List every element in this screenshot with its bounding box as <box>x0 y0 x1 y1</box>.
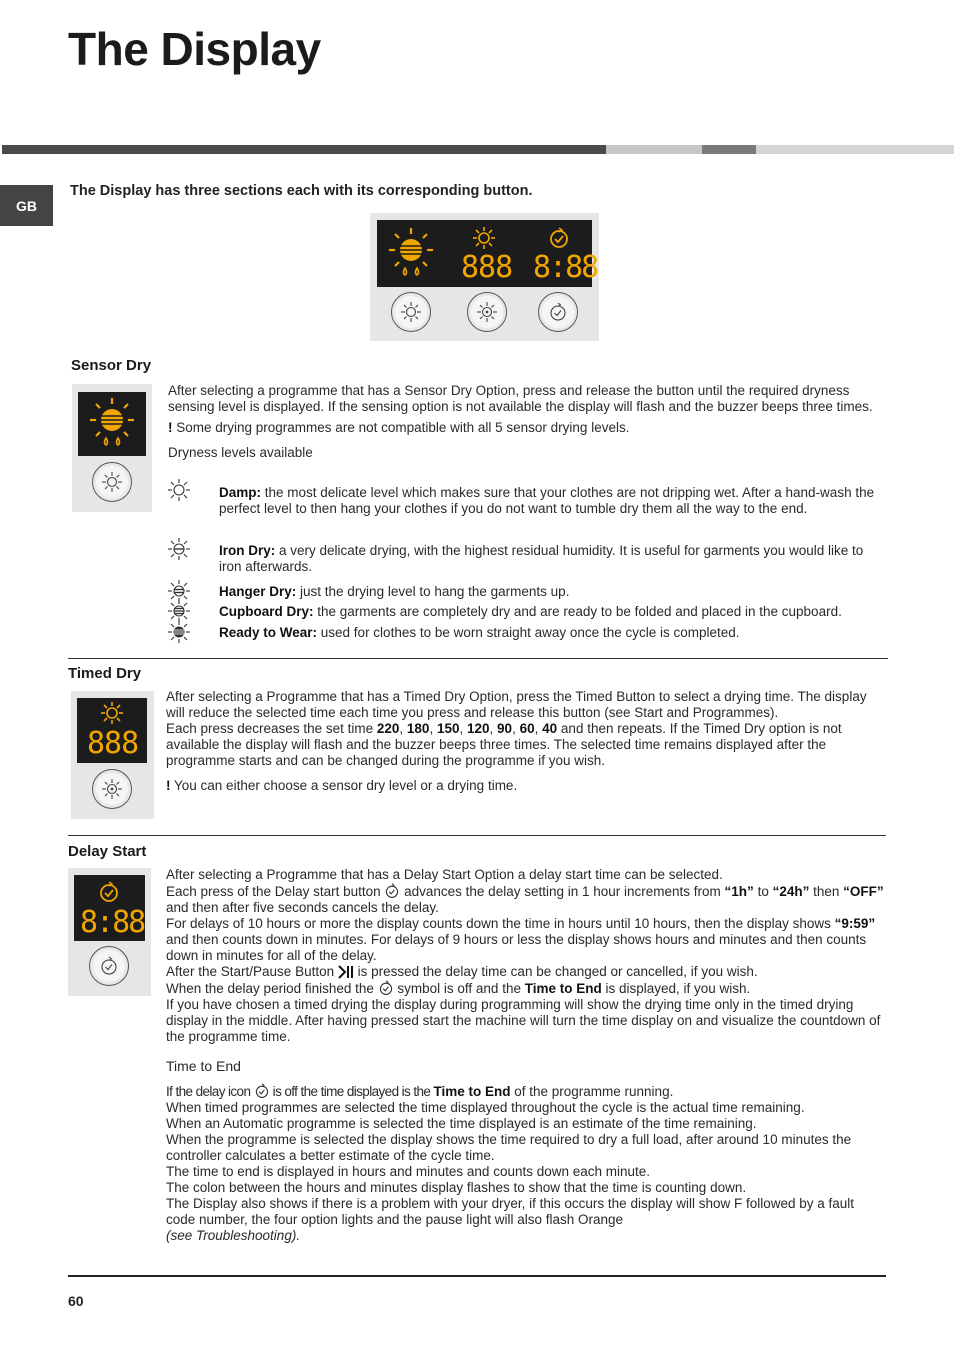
sensor-note <box>168 420 886 436</box>
time-value: 90 <box>497 721 513 736</box>
time-to-end-title: Time to End <box>166 1058 241 1074</box>
page-number: 60 <box>68 1293 84 1309</box>
sun-icon <box>102 779 122 799</box>
sensor-panel <box>72 384 152 512</box>
timed-paragraph-1: After selecting a Programme that has a Timed Dry Option, press the Timed Button to select a drying time. The display will reduce the selected time each time you press and release this button (see Start and Programmes). <box>166 689 867 720</box>
sun-icon <box>401 302 421 322</box>
ready-to-wear-level-icon <box>168 621 190 643</box>
sun-icon <box>102 472 122 492</box>
clock-check-icon <box>254 1083 270 1099</box>
timed-screen <box>77 698 147 763</box>
level-name: Ready to Wear: <box>219 625 318 640</box>
dryness-levels-title: Dryness levels available <box>168 445 313 460</box>
delay-text: symbol is off and the <box>393 981 525 996</box>
sensor-dry-button[interactable] <box>92 462 132 502</box>
timed-display-digits: 888 <box>87 726 139 761</box>
level-desc: the most delicate level which makes sure that your clothes are not dripping wet. After a hand-wash the perfect level to then hang your clothes if you do not want to tumble dry them all the way to the end. <box>219 485 875 516</box>
level-desc: a very delicate drying, with the highest residual humidity. It is useful for garments you would like to iron afterwards. <box>219 543 864 574</box>
delay-value: “9:59” <box>834 916 876 931</box>
clock-check-icon <box>548 302 568 322</box>
timed-text: and then repeats. If the Timed Dry option is not available the display will flash and the buzzer beeps three times. The selected time remains displayed after the programme starts and can be changed during the programme if you wish. <box>166 721 842 768</box>
timed-display-sun-icon <box>101 702 123 724</box>
page-title: The Display <box>68 23 321 75</box>
delay-panel <box>68 868 151 996</box>
timed-description <box>166 689 886 794</box>
divider <box>68 835 886 836</box>
delay-text: then <box>809 884 844 899</box>
timed-note-text: You can either choose a sensor dry level or a drying time. <box>170 778 518 793</box>
timed-display-sun-icon <box>473 227 495 249</box>
timed-panel <box>71 691 154 819</box>
delay-text: advances the delay setting in 1 hour increments from <box>400 884 725 899</box>
header-bar-light-2 <box>756 145 954 154</box>
level-cupboard-dry <box>219 604 886 620</box>
timed-dry-button[interactable] <box>92 769 132 809</box>
tte-line-2: When timed programmes are selected the time displayed throughout the cycle is the actual time remaining. <box>166 1100 805 1115</box>
sensor-dry-button[interactable] <box>391 292 431 332</box>
level-name: Hanger Dry: <box>219 584 297 599</box>
delay-screen <box>74 875 145 941</box>
note-mark: ! <box>168 420 173 435</box>
time-to-end-description <box>166 1083 886 1244</box>
sensor-display-icon <box>387 226 437 282</box>
clock-check-icon <box>384 883 400 899</box>
sensor-paragraph: After selecting a programme that has a Sensor Dry Option, press and release the button until the required dryness sensing level is displayed. If the sensing option is not available the display will flash and the buzzer beeps three times. <box>168 383 873 414</box>
iron-dry-level-icon <box>168 538 190 560</box>
tte-line-1 <box>166 1083 886 1100</box>
timed-note <box>166 778 886 794</box>
tte-line-3: When an Automatic programme is selected the time displayed is an estimate of the time remaining. <box>166 1116 757 1131</box>
sensor-description <box>168 383 886 461</box>
level-damp <box>219 485 886 517</box>
delay-display-digits: 8:88 <box>80 905 145 940</box>
tte-line-7: The Display also shows if there is a problem with your dryer, if this occurs the display will show F followed by a fault code number, the four option lights and the pause light will also flash Orange <box>166 1196 855 1227</box>
sun-icon <box>477 302 497 322</box>
level-iron-dry <box>219 543 889 575</box>
level-name: Iron Dry: <box>219 543 276 558</box>
level-desc: the garments are completely dry and are ready to be folded and placed in the cupboard. <box>313 604 842 619</box>
time-value: 150 <box>436 721 460 736</box>
delay-line-3 <box>166 916 886 964</box>
timed-text: Each press decreases the set time <box>166 721 377 736</box>
tte-text: of the programme running. <box>510 1084 674 1099</box>
start-pause-icon <box>338 965 354 979</box>
level-name: Cupboard Dry: <box>219 604 314 619</box>
timed-dry-title: Timed Dry <box>68 665 142 682</box>
delay-start-button[interactable] <box>538 292 578 332</box>
tte-line-5: The time to end is displayed in hours and minutes and counts down each minute. <box>166 1164 651 1179</box>
delay-text: When the delay period finished the <box>166 981 378 996</box>
delay-value: “OFF” <box>843 884 884 899</box>
delay-value: “24h” <box>772 884 810 899</box>
delay-display-clock-icon <box>98 881 120 903</box>
tte-line-4: When the programme is selected the display shows the time required to dry a full load, after around 10 minutes the controller calculates a better estimate of the cycle time. <box>166 1132 852 1163</box>
time-value: 120 <box>467 721 490 736</box>
footer-divider <box>68 1275 886 1277</box>
time-value: 40 <box>542 721 558 736</box>
note-mark: ! <box>166 778 171 793</box>
delay-line-4 <box>166 964 886 980</box>
divider <box>68 658 888 659</box>
delay-value: “1h” <box>724 884 754 899</box>
time-value: 220 <box>376 721 400 736</box>
header-bar-light-1 <box>606 145 702 154</box>
level-hanger-dry <box>219 584 886 600</box>
level-desc: used for clothes to be worn straight away once the cycle is completed. <box>317 625 740 640</box>
sensor-note-text: Some drying programmes are not compatible with all 5 sensor drying levels. <box>172 420 630 435</box>
time-value: 180 <box>406 721 430 736</box>
sensor-screen <box>78 392 146 456</box>
timed-dry-button[interactable] <box>467 292 507 332</box>
tte-line-6: The colon between the hours and minutes display flashes to show that the time is counting down. <box>166 1180 747 1195</box>
delay-text: is displayed, if you wish. <box>601 981 751 996</box>
sensor-display-icon <box>88 396 138 452</box>
delay-line-1: After selecting a Programme that has a Delay Start Option a delay start time can be selected. <box>166 867 723 882</box>
tte-line-8: (see Troubleshooting). <box>166 1228 301 1243</box>
delay-text: Each press of the Delay start button <box>166 884 385 899</box>
header-bar-mid <box>702 145 756 154</box>
delay-line-2 <box>166 883 886 916</box>
delay-text: to <box>753 884 773 899</box>
delay-start-button[interactable] <box>89 946 129 986</box>
delay-text: and then counts down in minutes. For delays of 9 hours or less the display shows hours and minutes and then counts down in minutes for all of the delay. <box>166 932 867 963</box>
timed-display-digits: 888 <box>461 250 513 285</box>
tte-text: is off the time displayed is the <box>269 1084 434 1099</box>
delay-display-digits: 8:88 <box>533 250 598 285</box>
delay-text: For delays of 10 hours or more the display counts down the time in hours until 10 hours, then the display shows <box>166 916 835 931</box>
time-value: 60 <box>519 721 535 736</box>
delay-line-6: If you have chosen a timed drying the display during programming will show the drying time only in the timed drying display in the middle. After having pressed start the machine will turn the time display on and visualize the countdown of the programme time. <box>166 997 881 1044</box>
delay-display-clock-icon <box>548 227 570 249</box>
delay-line-5 <box>166 980 886 997</box>
sensor-dry-title: Sensor Dry <box>71 357 152 374</box>
delay-description <box>166 867 886 1045</box>
header-bar-dark <box>2 145 606 154</box>
intro-text: The Display has three sections each with its corresponding button. <box>70 183 533 199</box>
level-ready-to-wear <box>219 625 886 641</box>
timed-paragraph-2: Each press decreases the set time 220, 180, 150, 120, 90, 60, 40 and then repeats. If the Timed Dry option is not available the display will flash and the buzzer beeps three times. The selected time remains displayed after the programme starts and can be changed during the programme if you wish. <box>166 721 842 768</box>
clock-check-icon <box>99 956 119 976</box>
language-tab: GB <box>0 185 53 226</box>
level-name: Damp: <box>219 485 262 500</box>
tte-text: If the delay icon <box>166 1084 254 1099</box>
cupboard-dry-level-icon <box>168 600 190 622</box>
damp-level-icon <box>168 479 190 501</box>
level-desc: just the drying level to hang the garments up. <box>296 584 570 599</box>
hanger-dry-level-icon <box>168 580 190 602</box>
display-screen <box>377 220 598 287</box>
display-panel <box>370 213 599 341</box>
delay-text: and then after five seconds cancels the delay. <box>166 900 439 915</box>
time-to-end-term: Time to End <box>524 981 602 996</box>
delay-start-title: Delay Start <box>68 843 147 860</box>
time-to-end-term: Time to End <box>433 1084 511 1099</box>
delay-text: After the Start/Pause Button <box>166 964 338 979</box>
clock-check-icon <box>378 980 394 996</box>
delay-text: is pressed the delay time can be changed or cancelled, if you wish. <box>353 964 758 979</box>
